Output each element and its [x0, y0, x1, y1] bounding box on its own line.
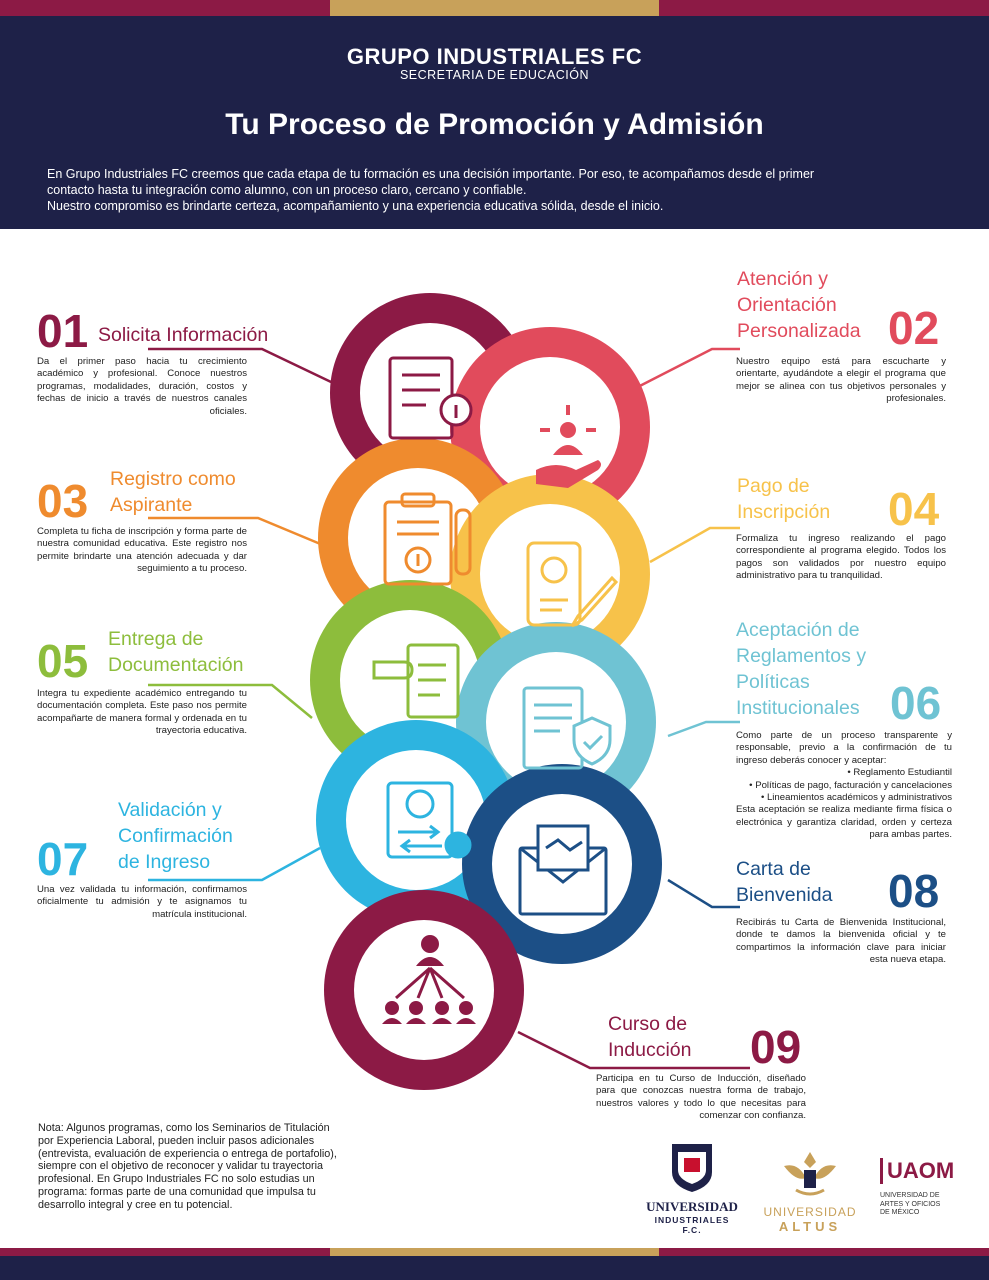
- step-06-description: [736, 730, 952, 842]
- step-title-line: Entrega de: [108, 628, 204, 650]
- bottom-color-bar: [0, 1248, 989, 1256]
- policy-bullet: • Políticas de pago, facturación y cancelaciones: [749, 779, 952, 791]
- logo-sub: ALTUS: [778, 1219, 842, 1234]
- step-03-number: 03: [37, 475, 89, 527]
- connector-line-02: [628, 349, 740, 392]
- step-01-title: [98, 322, 268, 348]
- step-06-title: [736, 617, 866, 721]
- logo-name: UNIVERSIDAD: [763, 1205, 857, 1219]
- step-07-description: Una vez validada tu información, confirmamos oficialmente tu admisión y te asignamos tu matrícula institucional.: [37, 884, 247, 920]
- step-05-title: [108, 626, 244, 678]
- step-07-number: 07: [37, 833, 89, 885]
- step-title-line: Solicita Información: [98, 324, 269, 346]
- step-title-line: Documentación: [108, 654, 244, 676]
- eagle-crest-icon: [780, 1148, 840, 1200]
- step-02-description: Nuestro equipo está para escucharte y orientarte, ayudándote a elegir el programa que mejor se alinea con tus objetivos personales y profesionales.: [736, 356, 946, 405]
- step-title-line: Aceptación de: [736, 619, 860, 641]
- step-09-title: [608, 1011, 691, 1063]
- step-title-line: Atención y: [737, 268, 829, 290]
- connector-line-04: [650, 528, 740, 562]
- step-05-number: 05: [37, 635, 89, 687]
- logo-uaom: [880, 1158, 970, 1218]
- step-06-closing: Esta aceptación se realiza mediante firma física o electrónica y garantiza claridad, orden y certeza para ambas partes.: [736, 804, 952, 841]
- step-05-description: Integra tu expediente académico entregando tu documentación completa. Este paso nos permite acompañarte de manera formal y ordenada en tu trayectoria educativa.: [37, 688, 247, 737]
- step-02-title: [737, 266, 861, 344]
- logo-universidad-industriales: [646, 1142, 738, 1235]
- logo-sub: UNIVERSIDAD DE ARTES Y OFICIOS DE MÉXICO: [880, 1192, 941, 1216]
- step-04-title: [737, 473, 830, 525]
- step-06-intro: Como parte de un proceso transparente y responsable, previo a la confirmación de tu ingreso deberás conocer y aceptar:: [736, 730, 952, 766]
- step-04-number: 04: [888, 483, 940, 535]
- footer-note: Nota: Algunos programas, como los Seminarios de Titulación por Experiencia Laboral, pueden incluir pasos adicionales (entrevista, evaluación de experiencia o entrega de portafolio), siempre con el objetivo de reconocer y validar tu trayectoria profesional. En Grupo Industriales FC no solo estudias un programa: formas parte de una comunidad que impulsa tu desarrollo integral y cree en tu potencial.: [38, 1122, 337, 1211]
- ring-09: [324, 890, 524, 1090]
- bottom-navy-band: [0, 1256, 989, 1280]
- intro-line: contacto hasta tu integración como alumno, con un proceso claro, cercano y confiable.: [47, 183, 527, 197]
- step-09-number: 09: [750, 1021, 802, 1073]
- intro-line: En Grupo Industriales FC creemos que cada etapa de tu formación es una decisión importante. Por eso, te acompañamos desde el primer: [47, 167, 815, 181]
- step-title-line: Registro como: [110, 468, 236, 490]
- step-09-description: Participa en tu Curso de Inducción, diseñado para que conozcas nuestra forma de trabajo, nuestros valores y todo lo que necesitas para comenzar con confianza.: [596, 1073, 806, 1122]
- policy-bullet: • Reglamento Estudiantil: [847, 767, 952, 779]
- page-title: Tu Proceso de Promoción y Admisión: [225, 108, 764, 141]
- logo-sub: INDUSTRIALES F.C.: [654, 1215, 730, 1235]
- step-title-line: Validación y: [118, 799, 222, 821]
- step-title-line: Curso de: [608, 1013, 688, 1035]
- step-08-title: [736, 856, 833, 908]
- intro-line: Nuestro compromiso es brindarte certeza, acompañamiento y una experiencia educativa sólida, desde el inicio.: [47, 199, 664, 213]
- secretaria-subtitle: SECRETARIA DE EDUCACIÓN: [399, 68, 590, 82]
- step-08-description: Recibirás tu Carta de Bienvenida Institucional, donde te damos la bienvenida oficial y te compartimos la información clave para iniciar esta nueva etapa.: [736, 917, 946, 966]
- step-03-description: Completa tu ficha de inscripción y forma parte de nuestra comunidad educativa. Este registro nos permite brindarte una atención adecuada y dar seguimiento a tu proceso.: [37, 526, 247, 575]
- connector-line-08: [668, 880, 740, 907]
- logo-universidad-altus: [758, 1148, 862, 1234]
- shield-logo-icon: [670, 1142, 714, 1194]
- step-06-number: 06: [890, 677, 942, 729]
- step-title-line: Políticas: [736, 671, 810, 693]
- step-title-line: Personalizada: [737, 320, 861, 342]
- step-title-line: de Ingreso: [118, 851, 211, 873]
- step-title-line: Bienvenida: [736, 884, 833, 906]
- org-name: GRUPO INDUSTRIALES FC: [346, 44, 643, 69]
- step-07-title: [118, 797, 233, 875]
- step-title-line: Inscripción: [737, 501, 831, 523]
- step-title-line: Pago de: [737, 475, 810, 497]
- step-title-line: Confirmación: [118, 825, 233, 847]
- step-title-line: Aspirante: [110, 494, 193, 516]
- step-03-title: [110, 466, 236, 518]
- step-title-line: Institucionales: [736, 697, 860, 719]
- step-02-number: 02: [888, 302, 940, 354]
- step-08-number: 08: [888, 865, 940, 917]
- step-title-line: Reglamentos y: [736, 645, 867, 667]
- connector-line-06: [668, 722, 740, 736]
- step-01-number: 01: [37, 305, 89, 357]
- step-title-line: Carta de: [736, 858, 811, 880]
- logo-name: UAOM: [880, 1158, 970, 1184]
- step-04-description: Formaliza tu ingreso realizando el pago correspondiente al programa elegido. Todos los pagos son validados por nuestro equipo administrativo para tu tranquilidad.: [736, 533, 946, 582]
- logo-name: UNIVERSIDAD: [646, 1199, 738, 1214]
- step-title-line: Inducción: [608, 1039, 692, 1061]
- step-01-description: Da el primer paso hacia tu crecimiento académico y profesional. Conoce nuestros programas, modalidades, duración, costos y fechas de inicio a través de nuestros canales oficiales.: [37, 356, 247, 417]
- step-title-line: Orientación: [737, 294, 837, 316]
- policy-bullet: • Lineamientos académicos y administrativos: [760, 792, 952, 804]
